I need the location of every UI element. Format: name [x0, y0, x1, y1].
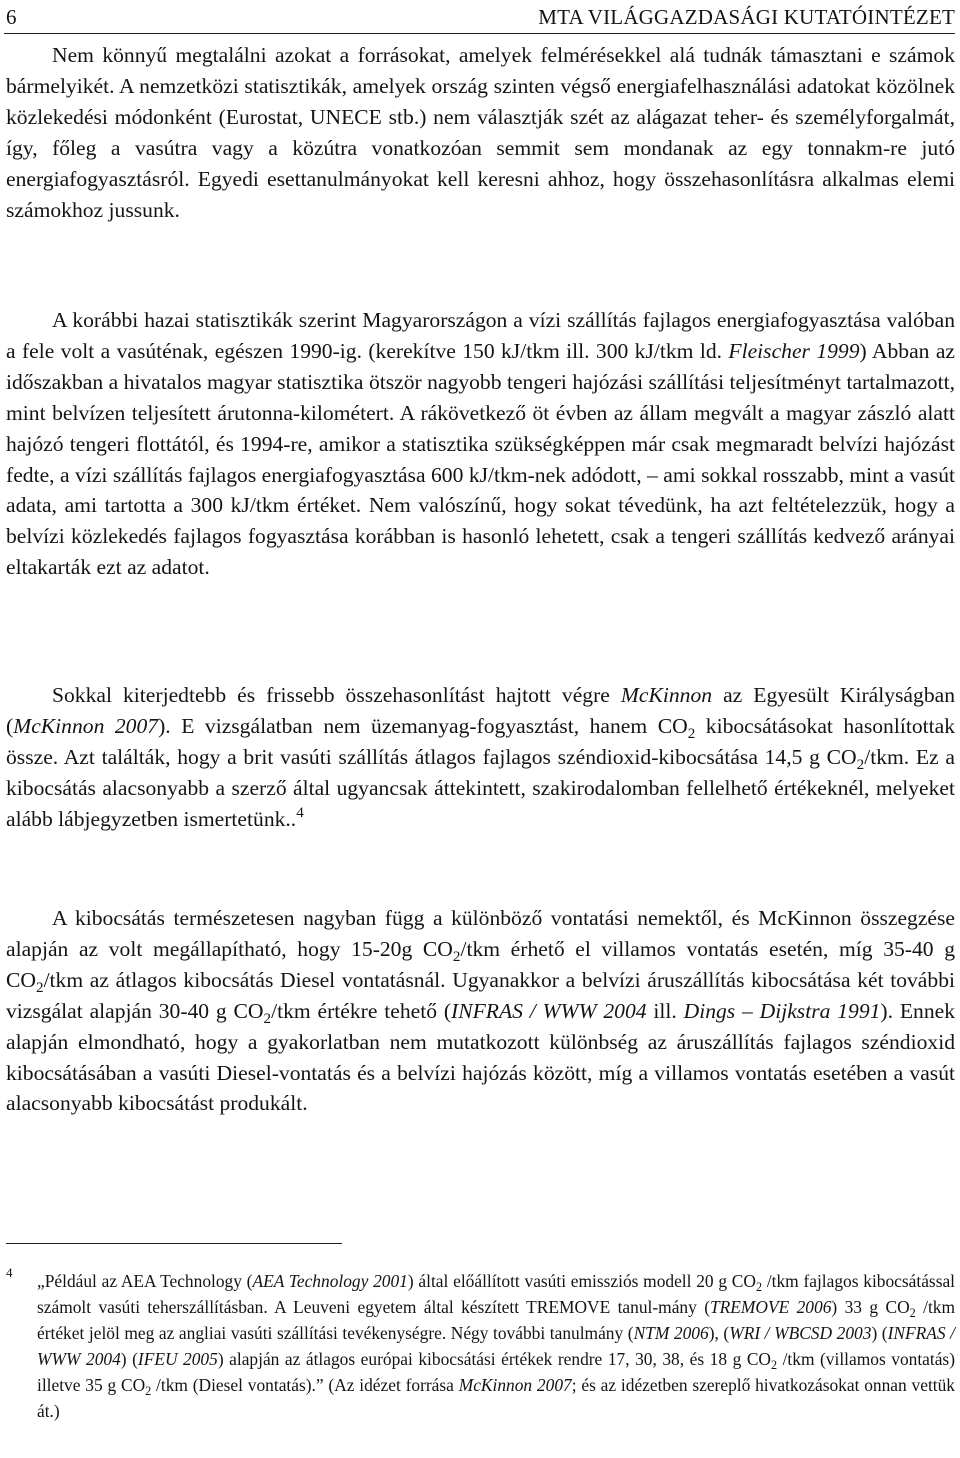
subscript: 2	[909, 1306, 916, 1321]
subscript: 2	[770, 1358, 778, 1373]
text-run: /tkm az átlagos kibocsátás Diesel vontatásnál. Ugyanakkor a belvízi áruszállítás kibocsátása két további vizsgálat alapján 30-40 g CO	[6, 967, 955, 1023]
text-run: az Egyesült Királyságban (	[6, 683, 955, 738]
running-head: MTA VILÁGGAZDASÁGI KUTATÓINTÉZET	[538, 5, 955, 29]
citation: IFEU 2005	[137, 1349, 218, 1369]
citation: AEA Technology 2001	[252, 1271, 408, 1291]
text-run: ) által előállított vasúti emissziós modell 20 g CO	[407, 1271, 756, 1291]
footnote-text	[6, 1268, 955, 1424]
page-header	[4, 0, 955, 34]
text-run: /tkm érhető el villamos vontatás esetén, míg 35-40 g CO	[6, 936, 956, 992]
text-run: /tkm. Ez a kibocsátás alacsonyabb a szerző által ugyancsak áttekintett, szakirodalomban fellelhető értékeknél, melyeket alább lábjegyzetben ismertetünk..	[6, 744, 955, 831]
citation: INFRAS / WWW 2004	[451, 998, 647, 1023]
text-run: ) Abban az időszakban a hivatalos magyar statisztika ötször nagyobb tengeri hajózási szállítási teljesítményt tartalmazott, mint belvízen teljesített árutonna-kilométert. A rákövetkező öt évben az állam megvált a magyar zászló alatt hajózó tengeri flottától, és 1994-re, amikor a statisztika szükségképpen már csak megmaradt belvízi hajózást fedte, a vízi szállítás fajlagos energiafogyasztása 600 kJ/tkm-nek adódott, – ami sokkal rosszabb, mint a vasút adata, ami tartotta a 300 kJ/tkm értéket. Nem valószínű, hogy sokat tévedünk, ha azt feltételezzük, hogy a belvízi közlekedés fajlagos fogyasztása korábban is hasonló lehetett, csak a tengeri szállítás kedvező arányai eltakarták ezt az adatot.	[6, 338, 955, 580]
text-run: ). Ennek alapján elmondható, hogy a gyakorlatban nem mutatkozott különbség az áruszállítás fajlagos széndioxid kibocsátásában a vasúti Diesel-vontatás és a belvízi hajózás között, míg a villamos vontatás esetében a vasút alacsonyabb kibocsátást produkált.	[6, 998, 955, 1116]
text-run: ). E vizsgálatban nem üzemanyag-fogyasztást, hanem CO	[158, 713, 688, 738]
citation: WRI / WBCSD 2003	[729, 1323, 872, 1343]
text-run: ; és az idézetben szereplő hivatkozásokat onnan vettük át.)	[37, 1375, 956, 1421]
text-run: /tkm (villamos vontatás) illetve 35 g CO	[37, 1349, 955, 1395]
text-run: ) alapján az átlagos európai kibocsátási értékek rendre 17, 30, 38, és 18 g CO	[217, 1349, 771, 1369]
paragraph-3	[6, 680, 955, 835]
page-number: 6	[6, 5, 17, 29]
paragraph-2	[6, 305, 955, 583]
text-run: ), (	[708, 1323, 730, 1343]
subscript: 2	[755, 1280, 763, 1295]
paragraph-1: Nem könnyű megtalálni azokat a forrásokat, amelyek felmérésekkel alá tudnák támasztani e számok bármelyikét. A nemzetközi statisztikák, amelyek ország szinten végső energiafelhasználási adatokat közölnek közlekedési módonként (Eurostat, UNECE stb.) nem választják szét az alágazat teher- és személyforgalmát, így, főleg a vasútra vagy a közútra vonatkozóan semmit sem mondanak az egy tonnakm-re jutó energiafogyasztásról. Egyedi esettanulmányokat kell keresni ahhoz, hogy összehasonlításra alkalmas elemi számokhoz jussunk.	[6, 43, 955, 222]
text-run: A korábbi hazai statisztikák szerint Magyarországon a vízi szállítás fajlagos energiafogyasztása valóban a fele volt a vasúténak, egészen 1990-ig. (kerekítve 150 kJ/tkm ill. 300 kJ/tkm ld.	[6, 308, 955, 363]
citation: TREMOVE 2006	[710, 1297, 832, 1317]
subscript: 2	[452, 949, 461, 966]
text-run: /tkm fajlagos kibocsátással számolt vasúti teherszállításban. A Leuveni egyetem által készített TREMOVE tanul-mány (	[37, 1271, 956, 1317]
citation: Fleischer 1999	[728, 338, 860, 363]
citation: McKinnon 2007	[13, 713, 159, 738]
subscript: 2	[263, 1011, 272, 1027]
text-run: /tkm értékre tehető (	[271, 998, 452, 1023]
text-run: Sokkal kiterjedtebb és frissebb összehasonlítást hajtott végre	[52, 683, 621, 707]
text-run: kibocsátásokat hasonlítottak össze. Azt találták, hogy a brit vasúti szállítás átlagos fajlagos széndioxid-kibocsátása 14,5 g CO	[6, 713, 955, 769]
footnote	[6, 1265, 956, 1424]
footnote-separator	[6, 1243, 342, 1244]
text-run: ) 33 g CO	[831, 1297, 910, 1317]
footnote-reference[interactable]: 4	[296, 804, 304, 821]
text-run: ) (	[871, 1323, 888, 1343]
text-run: ) (	[120, 1349, 138, 1369]
paragraph-4	[6, 903, 955, 1119]
citation: McKinnon 2007	[458, 1375, 572, 1395]
subscript: 2	[145, 1384, 152, 1399]
text-run: /tkm (Diesel vontatás).” (Az idézet forrása	[151, 1375, 459, 1395]
author-name: McKinnon	[620, 683, 713, 707]
citation: INFRAS / WWW 2004	[37, 1323, 955, 1369]
text-run: A kibocsátás természetesen nagyban függ a különböző vontatási nemektől, és McKinnon összegzése alapján az volt megállapítható, hogy 15-20g CO	[6, 906, 955, 961]
footnote-number: 4	[6, 1265, 13, 1280]
citation: Dings – Dijkstra 1991	[683, 998, 881, 1023]
subscript: 2	[687, 726, 696, 743]
citation: NTM 2006	[633, 1323, 709, 1343]
text-run: „Például az AEA Technology (	[37, 1271, 253, 1291]
text-run: /tkm értéket jelöl meg az angliai vasúti szállítási tevékenységre. Négy további tanulmány (	[37, 1297, 956, 1343]
text-run: ill.	[646, 998, 684, 1023]
subscript: 2	[856, 757, 865, 774]
subscript: 2	[36, 980, 44, 997]
